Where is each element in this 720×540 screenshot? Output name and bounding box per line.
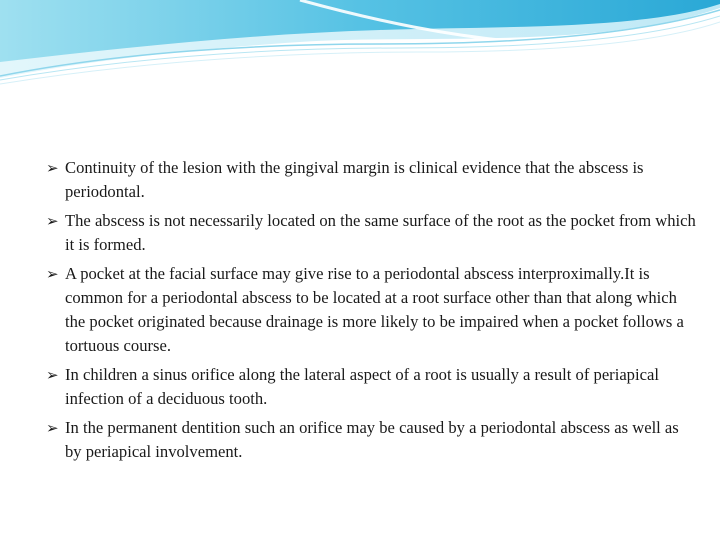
arrow-bullet-icon: ➢ bbox=[46, 419, 59, 437]
bullet-text: The abscess is not necessarily located on the same surface of the root as the pocket from which it is formed. bbox=[65, 211, 696, 254]
bullet-item bbox=[46, 209, 696, 257]
bullet-text: Continuity of the lesion with the gingival margin is clinical evidence that the abscess is periodontal. bbox=[65, 158, 644, 201]
bullet-item bbox=[46, 156, 696, 204]
bullet-item bbox=[46, 262, 696, 358]
bullet-list bbox=[46, 156, 696, 469]
header-wave-banner bbox=[0, 0, 720, 90]
bullet-item bbox=[46, 363, 696, 411]
arrow-bullet-icon: ➢ bbox=[46, 265, 59, 283]
bullet-item bbox=[46, 416, 696, 464]
bullet-text: In children a sinus orifice along the lateral aspect of a root is usually a result of periapical infection of a deciduous tooth. bbox=[65, 365, 659, 408]
arrow-bullet-icon: ➢ bbox=[46, 212, 59, 230]
arrow-bullet-icon: ➢ bbox=[46, 159, 59, 177]
bullet-text: In the permanent dentition such an orifice may be caused by a periodontal abscess as well as by periapical involvement. bbox=[65, 418, 679, 461]
bullet-text: A pocket at the facial surface may give rise to a periodontal abscess interproximally.It is common for a periodontal abscess to be located at a root surface other than that along which the pocket originated because drainage is more likely to be impaired when a pocket follows a tortuous course. bbox=[65, 264, 684, 355]
arrow-bullet-icon: ➢ bbox=[46, 366, 59, 384]
